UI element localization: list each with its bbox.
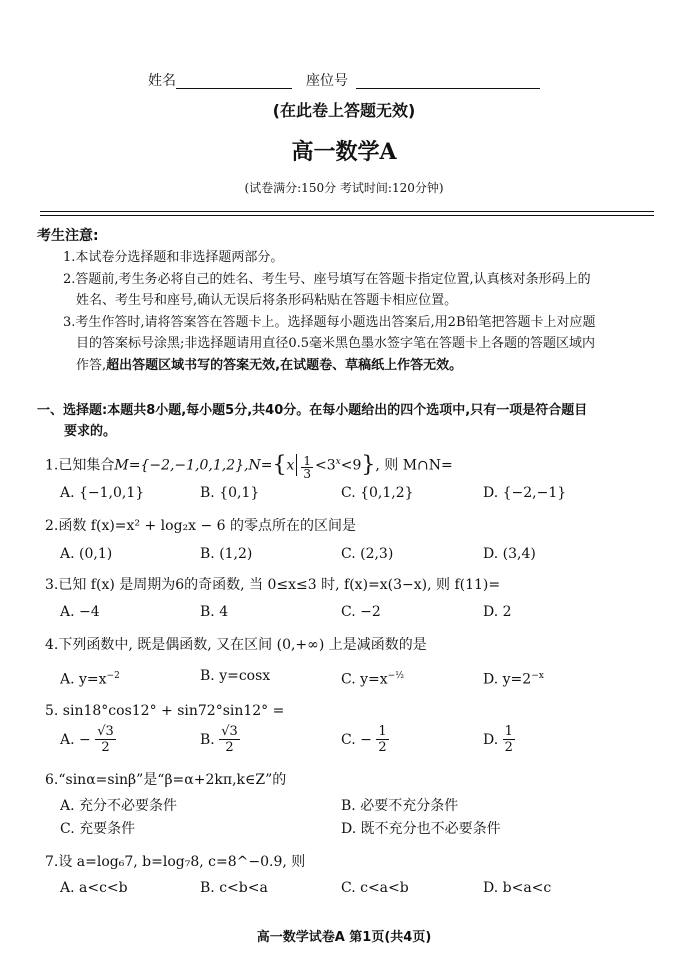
q1-option-d: D. {−2,−1} [483,485,567,501]
q5-c-fraction [376,724,388,755]
notice-item-3-line3-bold: 超出答题区域书写的答案无效,在试题卷、草稿纸上作答无效。 [106,358,463,373]
q4-option-d [483,667,544,689]
question-5-stem: 5. sin18°cos12° + sin72°sin12° = [45,703,285,719]
q5-b-fraction [219,724,240,755]
q2-option-d: D. (3,4) [483,546,536,562]
q5-d-label: D. [483,731,499,748]
q5-option-a [60,724,116,762]
q5-b-num: √3 [221,724,238,739]
q4-option-b: B. y=cosx [200,668,271,684]
q5-c-num: 1 [378,724,387,739]
q7-option-a: A. a<c<b [60,880,128,896]
q5-a-sign: − [79,731,91,748]
q4-c-base: C. y=x [341,671,388,688]
question-1-stem [45,450,453,480]
q6-option-a: A. 充分不必要条件 [60,798,178,814]
q1-set-open: { [272,452,287,478]
q4-option-c [341,667,404,689]
q1-fraction [301,455,313,480]
seat-blank [356,88,540,89]
q5-option-c [341,724,389,762]
q1-set-close: } [361,452,376,478]
question-3-stem: 3.已知 f(x) 是周期为6的奇函数, 当 0≤x≤3 时, f(x)=x(3−x), 则 f(11)= [45,577,501,593]
q6-option-d: D. 既不充分也不必要条件 [341,821,501,837]
q1-frac-num: 1 [303,453,312,468]
question-6-stem: 6.“sinα=sinβ”是“β=α+2kπ,k∈Z”的 [45,772,287,788]
question-7-stem: 7.设 a=log₆7, b=log₇8, c=8^−0.9, 则 [45,854,306,870]
q6-option-c: C. 充要条件 [60,821,136,837]
notice-item-1: 1.本试卷分选择题和非选择题两部分。 [63,250,284,265]
notice-item-3-line3-pre: 作答, [76,358,107,373]
q1-set-bar [296,454,297,476]
q3-option-a: A. −4 [60,604,100,620]
q2-option-a: A. (0,1) [60,546,113,562]
name-blank [176,88,292,89]
notice-item-3-line2: 目的答案标号涂黑;非选择题请用直径0.5毫米黑色墨水签字笔在答题卡上各题的答题区域内 [76,336,596,351]
question-4-stem: 4.下列函数中, 既是偶函数, 又在区间 (0,+∞) 上是减函数的是 [45,637,427,653]
q5-b-label: B. [200,731,215,748]
q1-pre: 1.已知集合 [45,457,115,474]
q1-option-b: B. {0,1} [200,485,260,501]
section-heading-line1: 一、选择题:本题共8小题,每小题5分,共40分。在每小题给出的四个选项中,只有一项是符合题目 [37,403,588,418]
q4-option-a [60,667,120,689]
q7-option-b: B. c<b<a [200,880,268,896]
seat-label: 座位号 [306,73,348,89]
q2-option-b: B. (1,2) [200,546,253,562]
q4-d-base: D. y=2 [483,671,532,688]
double-rule-top [40,211,654,212]
q5-d-fraction [503,724,515,755]
q7-option-c: C. c<a<b [341,880,409,896]
q5-a-label: A. [60,731,75,748]
section-heading-line2: 要求的。 [64,424,117,439]
q3-option-c: C. −2 [341,604,381,620]
q3-option-d: D. 2 [483,604,512,620]
q1-set-x: x [286,457,295,474]
q5-option-b [200,724,240,762]
notice-item-2-line1: 2.答题前,考生务必将自己的姓名、考生号、座号填写在答题卡指定位置,认真核对条形码上的 [63,272,591,287]
q5-c-sign: − [360,731,372,748]
q5-b-den: 2 [225,740,234,755]
notice-item-3-line3 [76,358,462,374]
q5-a-num: √3 [97,724,114,739]
q5-option-d [483,724,515,762]
invalid-note: (在此卷上答题无效) [272,101,416,120]
q1-frac-den: 3 [303,466,312,481]
q2-option-c: C. (2,3) [341,546,394,562]
page-footer: 高一数学试卷A 第1页(共4页) [256,930,432,945]
q1-m-def: M={−2,−1,0,1,2},N= [114,457,273,474]
page-title: 高一数学A [291,139,397,165]
notice-item-3-line1: 3.考生作答时,请将答案答在答题卡上。选择题每小题选出答案后,用2B铅笔把答题卡上对应题 [63,315,596,330]
q5-a-den: 2 [101,740,110,755]
q1-option-a: A. {−1,0,1} [60,485,145,501]
q5-d-num: 1 [504,724,513,739]
notice-item-2-line2: 姓名、考生号和座号,确认无误后将条形码粘贴在答题卡相应位置。 [76,293,458,308]
q6-option-b: B. 必要不充分条件 [341,798,459,814]
q5-c-label: C. [341,731,356,748]
q1-option-c: C. {0,1,2} [341,485,414,501]
q1-sup: x [335,457,341,467]
q1-ineq: <3 [315,457,336,474]
q3-option-b: B. 4 [200,604,229,620]
q5-d-den: 2 [504,740,513,755]
question-2-stem: 2.函数 f(x)=x² + log₂x − 6 的零点所在的区间是 [45,518,357,534]
q4-c-sup: −½ [387,671,404,681]
notice-heading: 考生注意: [37,228,99,244]
exam-meta: (试卷满分:150分 考试时间:120分钟) [244,181,444,195]
q1-post: , 则 M∩N= [375,457,453,474]
q7-option-d: D. b<a<c [483,880,552,896]
q4-a-base: A. y=x [60,671,107,688]
q4-a-sup: −2 [106,671,120,681]
double-rule-bottom [40,215,654,216]
name-label: 姓名 [148,73,176,89]
q1-ineq2: <9 [340,457,362,474]
q4-d-sup: −x [531,671,544,681]
q5-c-den: 2 [378,740,387,755]
q5-a-fraction [95,724,116,755]
